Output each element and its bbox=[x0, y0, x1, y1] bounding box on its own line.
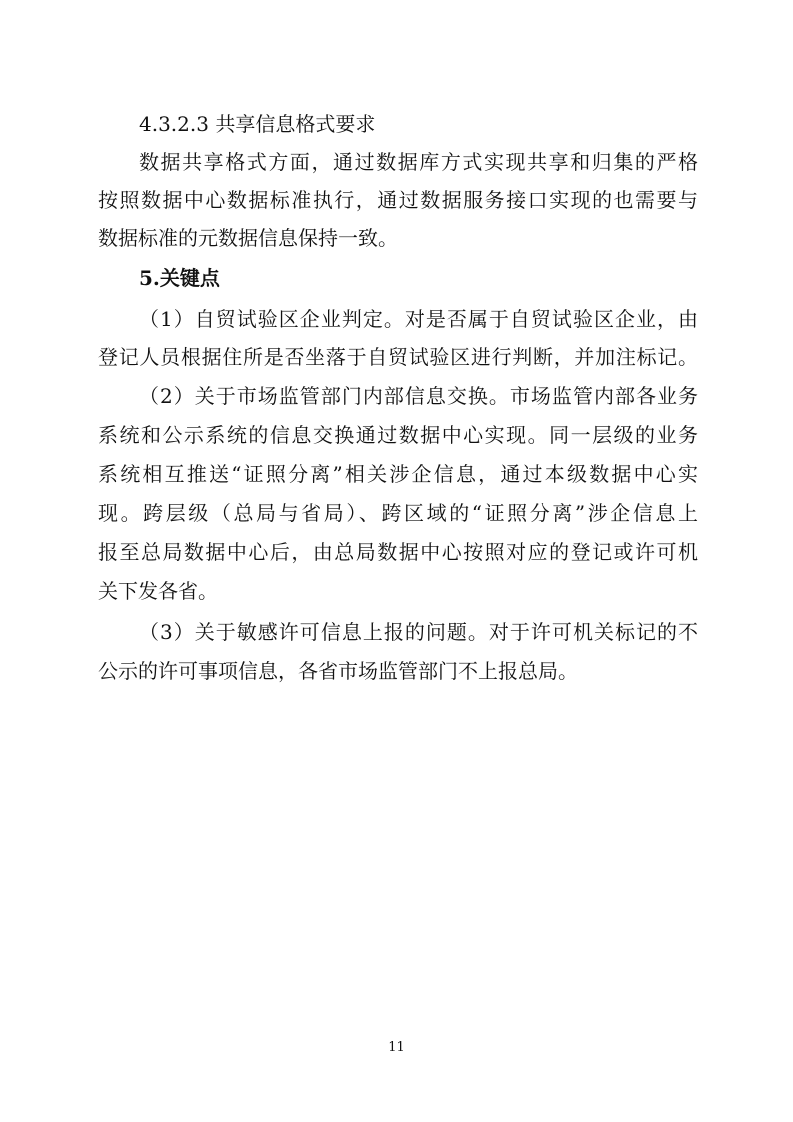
page-number: 11 bbox=[388, 1040, 405, 1055]
point-2-line: （2）关于市场监管部门内部信息交换。市场监管内部各业务 bbox=[139, 384, 698, 408]
key-points-heading: 5.关键点 bbox=[139, 266, 220, 290]
point-2-line: 关下发各省。 bbox=[98, 579, 218, 603]
point-2-line: 报至总局数据中心后，由总局数据中心按照对应的登记或许可机 bbox=[98, 540, 698, 564]
point-3-line: 公示的许可事项信息，各省市场监管部门不上报总局。 bbox=[98, 659, 578, 683]
paragraph-line: 数据标准的元数据信息保持一致。 bbox=[98, 226, 398, 250]
point-2-line: 系统相互推送“证照分离”相关涉企信息，通过本级数据中心实 bbox=[98, 462, 698, 486]
paragraph-line: 数据共享格式方面，通过数据库方式实现共享和归集的严格 bbox=[139, 150, 698, 174]
point-3-line: （3）关于敏感许可信息上报的问题。对于许可机关标记的不 bbox=[139, 620, 698, 644]
point-1-line: （1）自贸试验区企业判定。对是否属于自贸试验区企业，由 bbox=[139, 307, 698, 331]
point-2-line: 现。跨层级（总局与省局）、跨区域的“证照分离”涉企信息上 bbox=[98, 501, 698, 525]
paragraph-line: 按照数据中心数据标准执行，通过数据服务接口实现的也需要与 bbox=[98, 188, 698, 212]
point-2-line: 系统和公示系统的信息交换通过数据中心实现。同一层级的业务 bbox=[98, 423, 698, 447]
section-heading: 4.3.2.3 共享信息格式要求 bbox=[139, 112, 376, 136]
point-1-line: 登记人员根据住所是否坐落于自贸试验区进行判断，并加注标记。 bbox=[98, 345, 698, 369]
